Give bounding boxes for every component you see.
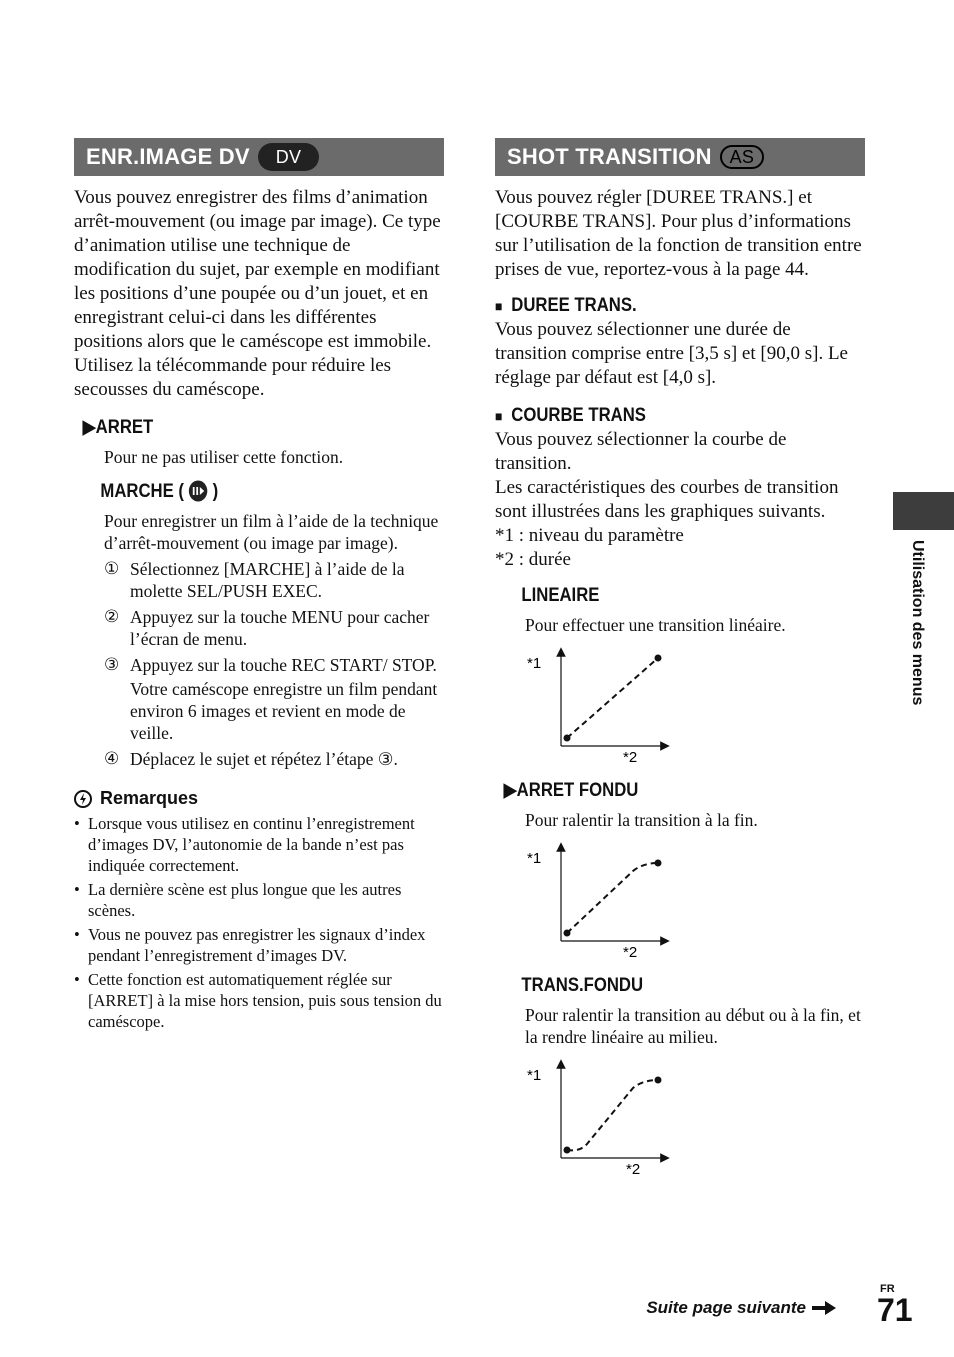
duree-desc: Vous pouvez sélectionner une durée de transition comprise entre [3,5 s] et [90,0 s]. Le réglage par défaut est [4,0 s]. — [495, 319, 848, 388]
axis-x-label: *2 — [623, 944, 638, 961]
duree-heading: ■ DUREE TRANS. — [495, 295, 637, 316]
arret-fondu-graph — [525, 841, 725, 961]
legend-2: *2 : durée — [495, 549, 571, 570]
option-arret-desc: Pour ne pas utiliser cette fonction. — [104, 447, 344, 467]
step-item: ④ Déplacez le sujet et répétez l’étape ③. — [104, 749, 398, 769]
note-icon — [74, 790, 92, 808]
axis-y-label: *1 — [527, 850, 542, 867]
step-item: ② Appuyez sur la touche MENU pour cacher l’écran de menu. — [104, 607, 430, 649]
axis-y-label: *1 — [527, 655, 542, 672]
as-badge-icon: AS — [720, 145, 764, 169]
side-tab-marker — [893, 492, 954, 530]
legend-1: *1 : niveau du paramètre — [495, 525, 684, 546]
trans-fondu-title: TRANS.FONDU — [521, 975, 644, 996]
notes-heading: Remarques — [74, 788, 444, 809]
option-arret-fondu: ▶ARRET FONDU — [503, 780, 639, 801]
dv-badge-icon: DV — [258, 143, 319, 171]
note-item: • Lorsque vous utilisez en continu l’enregistrement d’images DV, l’autonomie de la bande n’est pas indiquée correctement. — [74, 814, 415, 875]
right-column — [495, 138, 865, 1183]
frame-rec-icon — [189, 480, 208, 502]
page-number: 71 — [877, 1292, 913, 1328]
section-header-shot-transition — [495, 138, 865, 176]
continue-footer: Suite page suivante — [646, 1298, 836, 1318]
courbe-heading: ■ COURBE TRANS — [495, 405, 646, 426]
default-arrow-icon: ▶ — [503, 780, 517, 801]
square-bullet-icon: ■ — [495, 298, 503, 314]
note-item: • Vous ne pouvez pas enregistrer les signaux d’index pendant l’enregistrement d’images DV. — [74, 925, 426, 965]
note-item: • La dernière scène est plus longue que les autres scènes. — [74, 880, 402, 920]
courbe-desc-1: Vous pouvez sélectionner la courbe de transition. — [495, 429, 787, 474]
section-title: ENR.IMAGE DV — [86, 144, 250, 169]
lineaire-graph — [525, 646, 725, 766]
option-marche-desc: Pour enregistrer un film à l’aide de la technique d’arrêt-mouvement (ou image par image). — [104, 511, 439, 553]
left-column — [74, 138, 444, 1032]
trans-fondu-graph — [525, 1058, 725, 1178]
step-item: ① Sélectionnez [MARCHE] à l’aide de la molette SEL/PUSH EXEC. — [104, 559, 405, 601]
option-marche: MARCHE ( ) — [100, 481, 219, 502]
steps-list — [74, 558, 444, 770]
default-arrow-icon: ▶ — [82, 417, 96, 438]
axis-x-label: *2 — [623, 749, 638, 766]
step-item: ③ Appuyez sur la touche REC START/ STOP. — [104, 655, 437, 675]
side-section-label: Utilisation des menus — [909, 540, 926, 706]
arrow-right-icon — [812, 1301, 836, 1315]
axis-x-label: *2 — [626, 1161, 641, 1178]
intro-text: Vous pouvez enregistrer des films d’animation arrêt-mouvement (ou image par image). Ce type d’animation utilise une technique de modification du sujet, par exemple en modifiant les positions d’une poupée ou d’un jouet, et en enregistrant celui-ci dans les différentes positions alors que le caméscope est immobile. Utilisez la télécommande pour réduire les secousses du caméscope. — [74, 187, 441, 400]
step-item: Votre caméscope enregistre un film pendant environ 6 images et revient en mode de veille. — [130, 679, 438, 743]
option-arret: ▶ARRET — [82, 417, 154, 438]
language-code: FR — [880, 1283, 895, 1295]
lineaire-title: LINEAIRE — [521, 585, 600, 606]
intro-text: Vous pouvez régler [DUREE TRANS.] et [COURBE TRANS]. Pour plus d’informations sur l’utilisation de la fonction de transition entre prises de vue, reportez-vous à la page 44. — [495, 187, 862, 280]
note-item: • Cette fonction est automatiquement réglée sur [ARRET] à la mise hors tension, puis sous tension du caméscope. — [74, 970, 442, 1031]
courbe-desc-2: Les caractéristiques des courbes de transition sont illustrées dans les graphiques suivants. — [495, 477, 839, 522]
axis-y-label: *1 — [527, 1067, 542, 1084]
lineaire-desc: Pour effectuer une transition linéaire. — [525, 615, 786, 635]
section-title: SHOT TRANSITION — [507, 144, 712, 169]
notes-list — [74, 813, 444, 1032]
trans-fondu-desc: Pour ralentir la transition au début ou à la fin, et la rendre linéaire au milieu. — [525, 1005, 861, 1047]
arret-fondu-desc: Pour ralentir la transition à la fin. — [525, 810, 758, 830]
square-bullet-icon: ■ — [495, 408, 503, 424]
section-header-enr-image-dv — [74, 138, 444, 176]
